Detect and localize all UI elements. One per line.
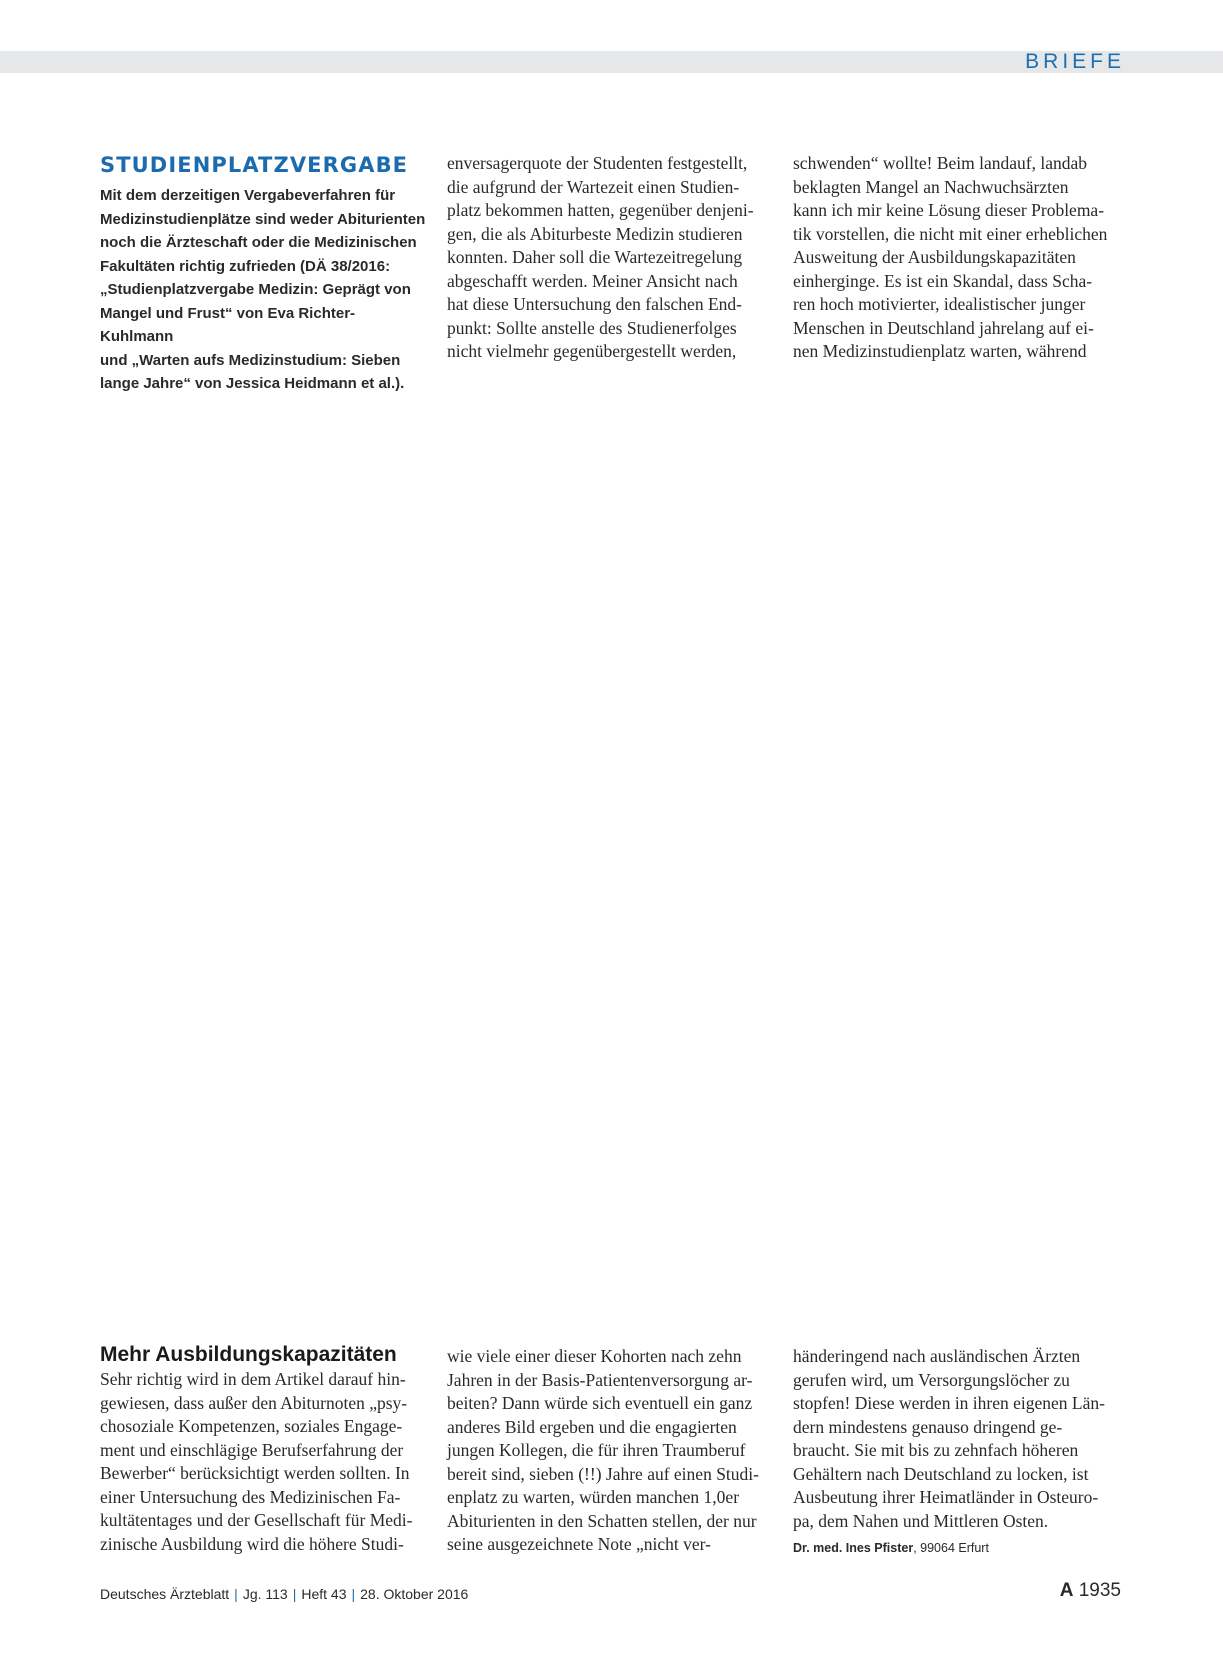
text-line: ren hoch motivierter, idealistischer junger: [793, 294, 1086, 314]
text-line: Abiturienten in den Schatten stellen, der nur: [447, 1510, 757, 1531]
intro-line: lange Jahre“ von Jessica Heidmann et al.).: [100, 375, 405, 392]
text-line: Gehältern nach Deutschland zu locken, ist: [793, 1463, 1089, 1484]
text-line: jungen Kollegen, die für ihren Traumberuf: [447, 1440, 746, 1460]
text-line: Ausbeutung ihrer Heimatländer in Osteuro-: [793, 1487, 1099, 1507]
text-line: einherginge. Es ist ein Skandal, dass Scha-: [793, 270, 1093, 291]
text-line: seine ausgezeichnete Note „nicht ver-: [447, 1534, 711, 1554]
intro-line: und „Warten aufs Medizinstudium: Sieben: [100, 351, 401, 369]
text-line: pa, dem Nahen und Mittleren Osten.: [793, 1510, 1049, 1531]
article2-column-3: [793, 1345, 1123, 1533]
text-line: zinische Ausbildung wird die höhere Studi-: [100, 1533, 404, 1554]
footer-date: 28. Oktober 2016: [360, 1586, 469, 1602]
text-line: wie viele einer dieser Kohorten nach zehn: [447, 1346, 742, 1366]
text-line: abgeschafft werden. Meiner Ansicht nach: [447, 270, 738, 291]
text-line: Menschen in Deutschland jahrelang auf ei-: [793, 317, 1094, 338]
text-line: enplatz zu warten, würden manchen 1,0er: [447, 1487, 740, 1507]
letter-signature: [793, 1541, 989, 1555]
signature-location: , 99064 Erfurt: [913, 1541, 989, 1555]
intro-line: Fakultäten richtig zufrieden (DÄ 38/2016:: [100, 257, 391, 275]
text-line: bereit sind, sieben (!!) Jahre auf einen Studi-: [447, 1463, 759, 1484]
text-line: tik vorstellen, die nicht mit einer erheblichen: [793, 223, 1108, 244]
text-line: einer Untersuchung des Medizinischen Fa-: [100, 1486, 401, 1507]
section-label: BRIEFE: [1025, 50, 1125, 73]
signature-name: Dr. med. Ines Pfister: [793, 1541, 914, 1555]
text-line: gewiesen, dass außer den Abiturnoten „psy-: [100, 1392, 408, 1413]
text-line: Jahren in der Basis-Patientenversorgung ar-: [447, 1369, 753, 1390]
page-number-value: 1935: [1078, 1580, 1121, 1601]
text-line: Sehr richtig wird in dem Artikel darauf hin-: [100, 1369, 406, 1389]
page-prefix: A: [1059, 1580, 1074, 1601]
footer-citation: [100, 1584, 468, 1604]
intro-line: Medizinstudienplätze sind weder Abiturienten: [100, 210, 426, 228]
intro-line: noch die Ärzteschaft oder die Medizinischen: [100, 234, 417, 251]
text-line: stopfen! Diese werden in ihren eigenen Län-: [793, 1393, 1105, 1413]
text-line: gen, die als Abiturbeste Medizin studieren: [447, 223, 743, 244]
text-line: beiten? Dann würde sich eventuell ein ganz: [447, 1393, 753, 1413]
article2-column-2: [447, 1345, 777, 1557]
text-line: gerufen wird, um Versorgungslöcher zu: [793, 1369, 1070, 1390]
text-line: schwenden“ wollte! Beim landauf, landab: [793, 153, 1087, 173]
article-intro: [100, 184, 428, 396]
article2-column-1: [100, 1368, 430, 1556]
text-line: punkt: Sollte anstelle des Studienerfolges: [447, 317, 737, 338]
text-line: platz bekommen hatten, gegenüber denjeni-: [447, 200, 754, 220]
text-line: kultätentages und der Gesellschaft für Medi-: [100, 1510, 413, 1530]
text-line: Bewerber“ berücksichtigt werden sollten. In: [100, 1463, 410, 1483]
text-line: kann ich mir keine Lösung dieser Problema-: [793, 200, 1105, 220]
intro-line: „Studienplatzvergabe Medizin: Geprägt von: [100, 281, 411, 298]
text-line: beklagten Mangel an Nachwuchsärzten: [793, 176, 1069, 197]
text-line: händeringend nach ausländischen Ärzten: [793, 1346, 1081, 1366]
footer-separator: |: [234, 1586, 238, 1602]
footer-volume: Jg. 113: [242, 1586, 288, 1602]
article-title-studienplatzvergabe: STUDIENPLATZVERGABE: [100, 153, 409, 177]
text-line: anderes Bild ergeben und die engagierten: [447, 1416, 737, 1437]
text-line: braucht. Sie mit bis zu zehnfach höheren: [793, 1440, 1079, 1460]
text-line: Ausweitung der Ausbildungskapazitäten: [793, 247, 1076, 267]
article-title-ausbildungskapazitaeten: Mehr Ausbildungskapazitäten: [100, 1343, 397, 1366]
text-line: nen Medizinstudienplatz warten, während: [793, 341, 1087, 361]
text-line: nicht vielmehr gegenübergestellt werden,: [447, 341, 737, 361]
article1-column-2: [447, 152, 777, 364]
intro-line: Mit dem derzeitigen Vergabeverfahren für: [100, 187, 396, 204]
page-number: [1060, 1580, 1121, 1602]
footer-issue: Heft 43: [301, 1586, 347, 1602]
text-line: dern mindestens genauso dringend ge-: [793, 1416, 1063, 1437]
text-line: ment und einschlägige Berufserfahrung der: [100, 1439, 404, 1460]
text-line: chosoziale Kompetenzen, soziales Engage-: [100, 1416, 403, 1436]
text-line: konnten. Daher soll die Wartezeitregelung: [447, 247, 743, 267]
text-line: die aufgrund der Wartezeit einen Studien-: [447, 176, 740, 197]
article1-column-3: [793, 152, 1123, 364]
footer-separator: |: [292, 1586, 297, 1602]
footer-publication: Deutsches Ärzteblatt: [100, 1586, 230, 1602]
intro-line: Mangel und Frust“ von Eva Richter-Kuhlmann: [100, 304, 356, 345]
footer-separator: |: [351, 1586, 356, 1602]
text-line: enversagerquote der Studenten festgestellt,: [447, 153, 748, 173]
text-line: hat diese Untersuchung den falschen End-: [447, 294, 742, 314]
